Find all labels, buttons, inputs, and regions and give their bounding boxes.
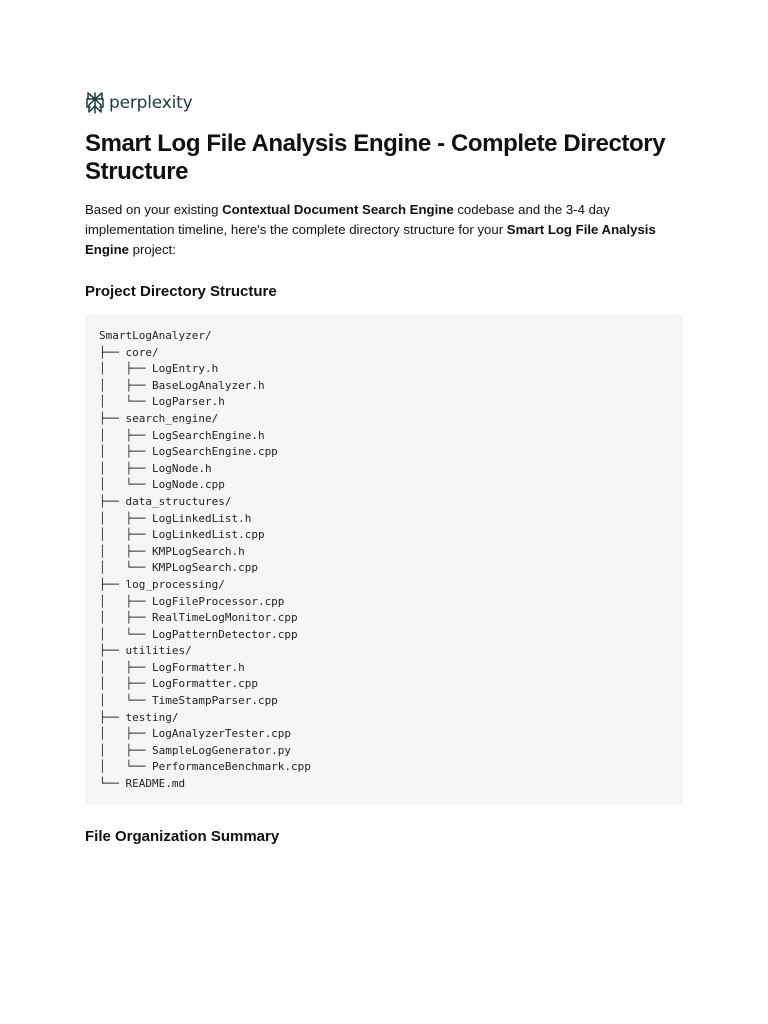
- tree-line: │ ├── LogSearchEngine.h: [99, 428, 265, 442]
- section-heading-summary: File Organization Summary: [85, 827, 280, 845]
- page-title: Smart Log File Analysis Engine - Complete Directory Structure: [85, 130, 666, 185]
- intro-bold-1: Contextual Document Search Engine: [222, 202, 454, 217]
- tree-line: │ ├── KMPLogSearch.h: [99, 544, 245, 558]
- tree-line: │ ├── SampleLogGenerator.py: [99, 743, 292, 757]
- brand-logo: [85, 90, 683, 116]
- tree-line: ├── core/: [99, 345, 159, 359]
- tree-line: ├── utilities/: [99, 644, 192, 658]
- tree-line: │ └── TimeStampParser.cpp: [99, 694, 278, 708]
- directory-tree-code-block: [85, 314, 683, 805]
- tree-line: │ ├── BaseLogAnalyzer.h: [99, 378, 265, 392]
- tree-line: │ ├── RealTimeLogMonitor.cpp: [99, 611, 298, 625]
- document-page: [85, 90, 683, 847]
- intro-text-2: codebase and the 3-4 day implementation timeline, here's the complete directory structure for your: [85, 202, 610, 237]
- tree-line: │ ├── LogFileProcessor.cpp: [99, 594, 285, 608]
- tree-line: │ └── LogParser.h: [99, 395, 225, 409]
- tree-line: ├── log_processing/: [99, 577, 225, 591]
- tree-line: ├── search_engine/: [99, 411, 219, 425]
- tree-line: │ ├── LogAnalyzerTester.cpp: [99, 727, 292, 741]
- tree-line: ├── testing/: [99, 710, 179, 724]
- tree-line: ├── data_structures/: [99, 494, 232, 508]
- tree-line: │ ├── LogFormatter.cpp: [99, 677, 258, 691]
- tree-line: │ ├── LogSearchEngine.cpp: [99, 445, 278, 459]
- tree-line: │ ├── LogLinkedList.h: [99, 511, 252, 525]
- intro-paragraph: [85, 200, 683, 260]
- tree-line: │ └── PerformanceBenchmark.cpp: [99, 760, 311, 774]
- tree-line: │ ├── LogNode.h: [99, 461, 212, 475]
- tree-line: └── README.md: [99, 777, 186, 791]
- intro-bold-2: Smart Log File Analysis Engine: [85, 222, 656, 257]
- perplexity-logo-icon: [85, 91, 105, 115]
- tree-line: SmartLogAnalyzer/: [99, 329, 212, 342]
- tree-line: │ ├── LogFormatter.h: [99, 660, 245, 674]
- intro-text-3: project:: [128, 242, 176, 257]
- tree-line: │ └── KMPLogSearch.cpp: [99, 561, 258, 575]
- tree-line: │ └── LogNode.cpp: [99, 478, 225, 492]
- brand-name: perplexity: [109, 93, 193, 113]
- tree-line: │ ├── LogLinkedList.cpp: [99, 528, 265, 542]
- section-heading-directory: Project Directory Structure: [85, 283, 277, 300]
- intro-text-1: Based on your existing: [85, 202, 223, 217]
- tree-line: │ ├── LogEntry.h: [99, 362, 219, 376]
- tree-line: │ └── LogPatternDetector.cpp: [99, 627, 298, 641]
